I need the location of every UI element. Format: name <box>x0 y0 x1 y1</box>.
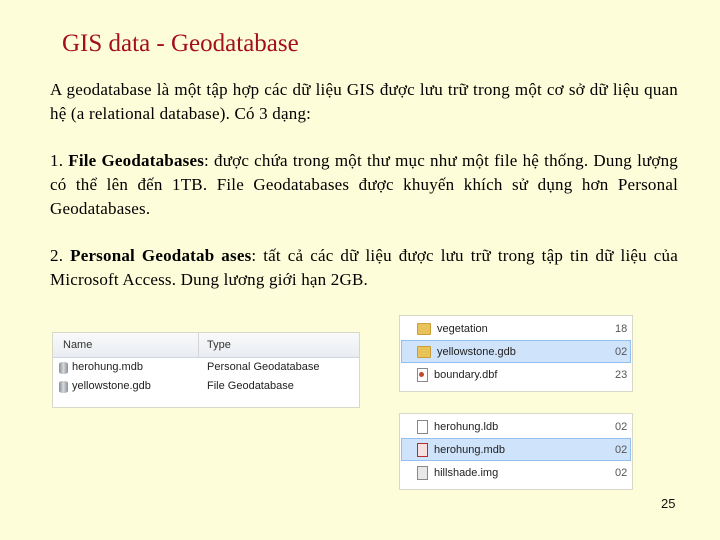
file-size: 18 <box>615 322 628 335</box>
item2-number: 2. <box>50 246 64 265</box>
file-name: herohung.mdb <box>434 443 505 456</box>
personal-geodatabase-paragraph <box>50 244 678 292</box>
file-name: hillshade.img <box>434 466 499 479</box>
intro-paragraph: A geodatabase là một tập hợp các dữ liệu GIS được lưu trữ trong một cơ sở dữ liệu quan hệ (a relational database). Có 3 dạng: <box>50 80 678 123</box>
row-name: herohung.mdb <box>72 361 143 373</box>
list-item[interactable] <box>401 415 631 438</box>
personal-geodatabase-file-listing <box>400 414 632 489</box>
row-type: File Geodatabase <box>207 380 294 392</box>
file-name: boundary.dbf <box>434 368 498 381</box>
database-icon <box>59 381 68 393</box>
folder-icon <box>417 323 431 335</box>
geodatabase-type-table <box>53 333 359 407</box>
file-name: vegetation <box>437 322 488 335</box>
image-file-icon <box>417 466 428 480</box>
table-row[interactable] <box>53 377 359 396</box>
name-column-header[interactable]: Name <box>53 333 199 357</box>
file-geodatabase-folder-listing <box>400 316 632 391</box>
file-size: 02 <box>615 345 628 358</box>
file-size: 23 <box>615 368 628 381</box>
page-number: 25 <box>661 496 676 511</box>
slide-title: GIS data - Geodatabase <box>62 30 299 57</box>
item1-term: File Geodatabases <box>68 151 205 170</box>
row-name: yellowstone.gdb <box>72 380 151 392</box>
item1-number: 1. <box>50 151 64 170</box>
type-column-header[interactable]: Type <box>207 339 231 351</box>
list-item[interactable] <box>401 317 631 340</box>
list-item-selected[interactable] <box>401 340 631 363</box>
list-item[interactable] <box>401 363 631 386</box>
file-geodatabase-paragraph <box>50 149 678 221</box>
file-name: herohung.ldb <box>434 420 499 433</box>
row-type: Personal Geodatabase <box>207 361 320 373</box>
file-size: 02 <box>615 443 628 456</box>
table-row[interactable] <box>53 358 359 377</box>
table-header <box>53 333 359 358</box>
list-item-selected[interactable] <box>401 438 631 461</box>
file-icon <box>417 420 428 434</box>
folder-icon <box>417 346 431 358</box>
file-size: 02 <box>615 466 628 479</box>
access-file-icon <box>417 443 428 457</box>
database-icon <box>59 362 68 374</box>
file-size: 02 <box>615 420 628 433</box>
list-item[interactable] <box>401 461 631 484</box>
dbf-file-icon <box>417 368 428 382</box>
file-name: yellowstone.gdb <box>437 345 516 358</box>
item2-text: : tất cả các dữ liệu được lưu trữ trong tập tin dữ liệu của Microsoft Access. Dung lương giới hạn 2GB. <box>50 246 678 289</box>
item1-text: : được chứa trong một thư mục như một file hệ thống. Dung lượng có thể lên đến 1TB. File Geodatabases được khuyến khích sử dụng hơn Personal Geodatabases. <box>50 151 678 218</box>
item2-term: Personal Geodatab ases <box>70 246 252 265</box>
